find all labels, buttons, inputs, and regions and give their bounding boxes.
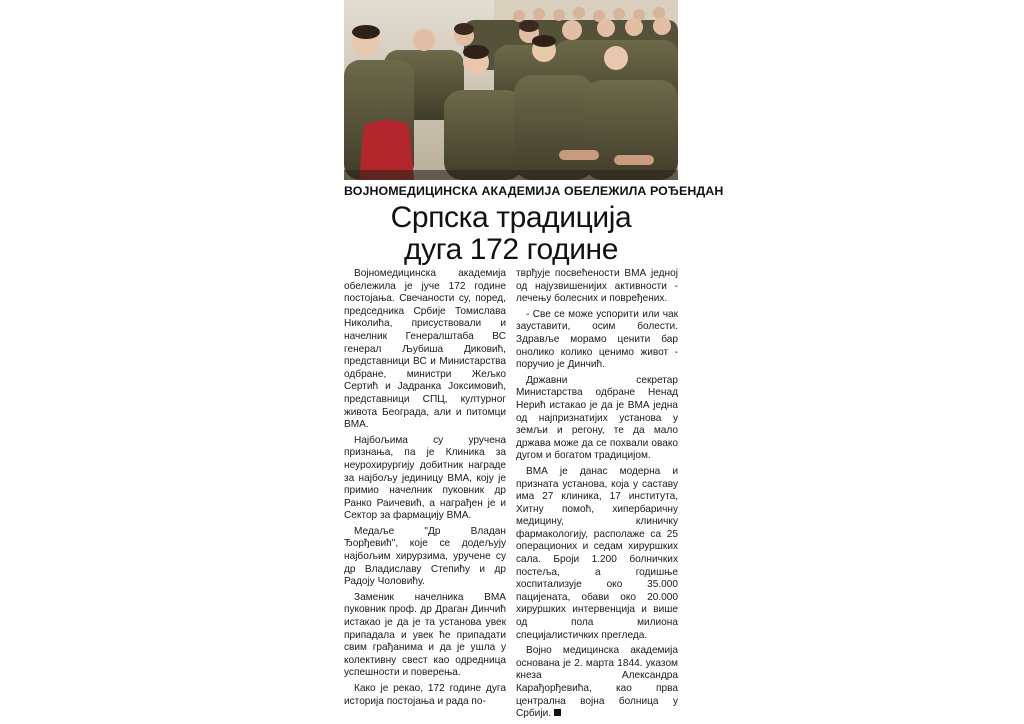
end-of-article-mark	[554, 709, 561, 716]
headline-line-1: Српска традиција	[390, 201, 632, 234]
paragraph: Најбољима су уручена признања, па је Клиника за неурохирургију добитник награде за најбољу јединицу ВМА, коју је примио начелник пуковник др Ранко Раичевић, а награђен је и Сектор за фармацију ВМА.	[344, 434, 506, 522]
article-kicker: ВОЈНОМЕДИЦИНСКА АКАДЕМИЈА ОБЕЛЕЖИЛА РОЂЕНДАН	[344, 184, 724, 198]
article-photo	[344, 0, 678, 180]
paragraph-final	[516, 645, 678, 721]
paragraph: Војномедицинска академија обележила је јуче 172 године постојања. Свечаности су, поред, председника Србије Томислава Николића, присуствовали и начелник Генералштаба ВС генерал Љубиша Диковић, представници ВС и Министарства одбране, министри Жељко Сертић и Јадранка Јоксимовић, представници СПЦ, културног живота Београда, али и питомци ВМА.	[344, 268, 506, 431]
headline-line-2: дуга 172 године	[403, 233, 619, 266]
article-column-right	[516, 268, 678, 724]
paragraph: - Све се може успорити или чак зауставити, осим болести. Здравље морамо ценити бар онолико колико ценимо живот - поручио је Динчић.	[516, 308, 678, 371]
paragraph-continued: тврђује посвећености ВМА једној од најузвишенијих активности - лечењу болесних и повређених.	[516, 268, 678, 305]
paragraph: Како је рекао, 172 године дуга историја постојања и рада по-	[344, 683, 506, 707]
article-headline	[344, 202, 678, 266]
paragraph: ВМА је данас модерна и призната установа, која у саставу има 27 клиника, 17 института, Хитну помоћ, хипербаричну медицину, клиничку фармакологију, располаже са 25 операционих и седам хируршких сала. Броји 1.200 болничких постеља, а годишње хоспитализује око 35.000 пацијената, обави око 20.000 хируршких интервенција и више од пола милиона специјалистичких прегледа.	[516, 465, 678, 641]
paragraph: Медаље "Др Владан Ђорђевић", које се додељују најбољим хирурзима, уручене су др Владиславу Степићу и др Радоју Чоловићу.	[344, 525, 506, 588]
paragraph: Заменик начелника ВМА пуковник проф. др Драган Динчић истакао је да је та установа увек припадала и увек ће припадати свим грађанима и да је ушла у колективну свест као одредница успешности и поверења.	[344, 591, 506, 679]
article-column-left	[344, 268, 506, 711]
final-paragraph-text: Војно медицинска академија основана је 2. марта 1844. указом кнеза Александра Карађорђевића, као прва централна војна болница у Србији.	[516, 645, 678, 720]
paragraph: Државни секретар Министарства одбране Ненад Нерић истакао је да је ВМА једна од најпризнатијих установа у земљи и регону, те да мало држава може да се похвали овако дугом и богатом традицијом.	[516, 374, 678, 462]
cadets-photo-illustration	[344, 0, 678, 180]
newspaper-clipping	[344, 0, 724, 720]
